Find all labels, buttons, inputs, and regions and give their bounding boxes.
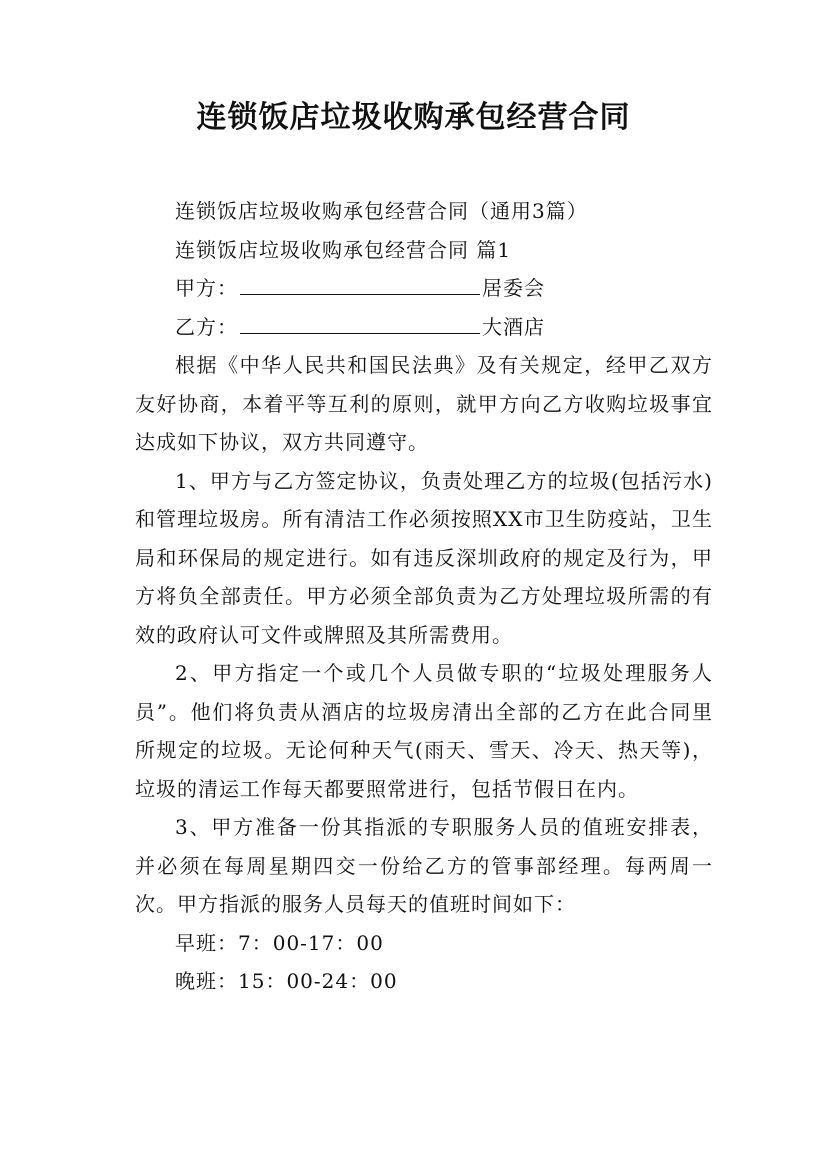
document-body bbox=[135, 192, 713, 1001]
party-a-blank bbox=[240, 272, 480, 295]
document-title: 连锁饭店垃圾收购承包经营合同 bbox=[196, 100, 631, 135]
section-heading: 连锁饭店垃圾收购承包经营合同 篇1 bbox=[175, 237, 512, 262]
clause-2-paragraph: 2、甲方指定一个或几个人员做专职的“垃圾处理服务人员”。他们将负责从酒店的垃圾房清出全部的乙方在此合同里所规定的垃圾。无论何种天气(雨天、雪天、冷天、热天等)，垃圾的清运工作每天都要照常进行，包括节假日在内。 bbox=[135, 661, 713, 801]
clause-3-paragraph: 3、甲方准备一份其指派的专职服务人员的值班安排表，并必须在每周星期四交一份给乙方的管事部经理。每两周一次。甲方指派的服务人员每天的值班时间如下： bbox=[135, 815, 713, 916]
party-a-label: 甲方： bbox=[175, 276, 238, 300]
clause-1-paragraph: 1、甲方与乙方签定协议，负责处理乙方的垃圾(包括污水)和管理垃圾房。所有清洁工作必须按照XX市卫生防疫站，卫生局和环保局的规定进行。如有违反深圳政府的规定及行为，甲方将负全部责任。甲方必须全部负责为乙方处理垃圾所需的有效的政府认可文件或牌照及其所需费用。 bbox=[135, 468, 713, 647]
party-b-label: 乙方： bbox=[175, 314, 238, 339]
shift-evening: 晚班：15：00-24：00 bbox=[175, 969, 398, 993]
document-subtitle: 连锁饭店垃圾收购承包经营合同（通用3篇） bbox=[175, 199, 588, 223]
party-b-blank bbox=[240, 311, 480, 334]
party-b-suffix: 大酒店 bbox=[482, 314, 545, 339]
party-b-line bbox=[135, 308, 713, 347]
shift-morning: 早班：7：00-17：00 bbox=[175, 930, 384, 955]
party-a-suffix: 居委会 bbox=[482, 276, 545, 300]
intro-paragraph: 根据《中华人民共和国民法典》及有关规定，经甲乙双方友好协商，本着平等互利的原则，就甲方向乙方收购垃圾事宜达成如下协议，双方共同遵守。 bbox=[135, 353, 713, 454]
party-a-line bbox=[135, 269, 713, 308]
